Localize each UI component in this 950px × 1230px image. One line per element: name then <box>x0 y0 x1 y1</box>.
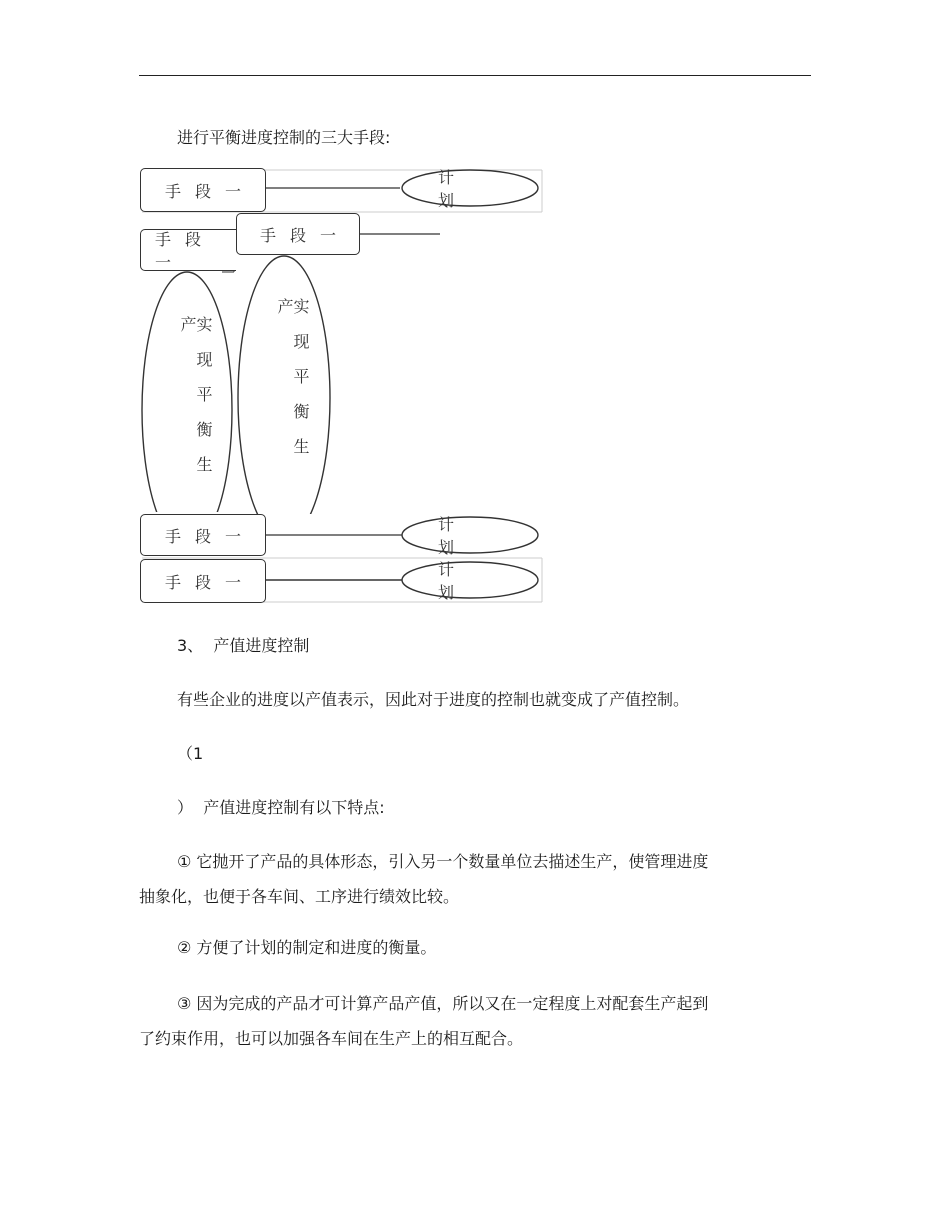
list-item-3-line-2: 了约束作用，也可以加强各车间在生产上的相互配合。 <box>139 1029 524 1048</box>
sub-heading: ） 产值进度控制有以下特点: <box>177 798 385 817</box>
sub-item-open: （1 <box>177 744 204 763</box>
method-box-4: 手段一 <box>140 514 266 556</box>
method-box-1: 手段一 <box>140 168 266 212</box>
list-item-2: ② 方便了计划的制定和进度的衡量。 <box>177 938 437 957</box>
list-item-1-line-1: ① 它抛开了产品的具体形态，引入另一个数量单位去描述生产，使管理进度 <box>177 852 709 871</box>
intro-text: 进行平衡进度控制的三大手段: <box>177 128 391 147</box>
header-rule <box>139 75 811 76</box>
plan-label-3: 计划 <box>438 560 491 602</box>
balance-control-diagram <box>138 166 544 608</box>
method-box-5: 手段一 <box>140 559 266 603</box>
method-box-2: 手段一 <box>140 229 236 271</box>
balance-label-left: 实现平衡生产 <box>178 316 213 491</box>
list-item-1-line-2: 抽象化，也便于各车间、工序进行绩效比较。 <box>139 887 460 906</box>
section-heading: 3、 产值进度控制 <box>177 636 310 655</box>
plan-label-1: 计划 <box>438 168 491 210</box>
method-box-3: 手段一 <box>236 213 360 255</box>
balance-label-right: 实现平衡生产 <box>275 298 310 473</box>
paragraph-output-value: 有些企业的进度以产值表示，因此对于进度的控制也就变成了产值控制。 <box>177 690 690 709</box>
plan-label-2: 计划 <box>438 515 491 557</box>
list-item-3-line-1: ③ 因为完成的产品才可计算产品产值，所以又在一定程度上对配套生产起到 <box>177 994 709 1013</box>
